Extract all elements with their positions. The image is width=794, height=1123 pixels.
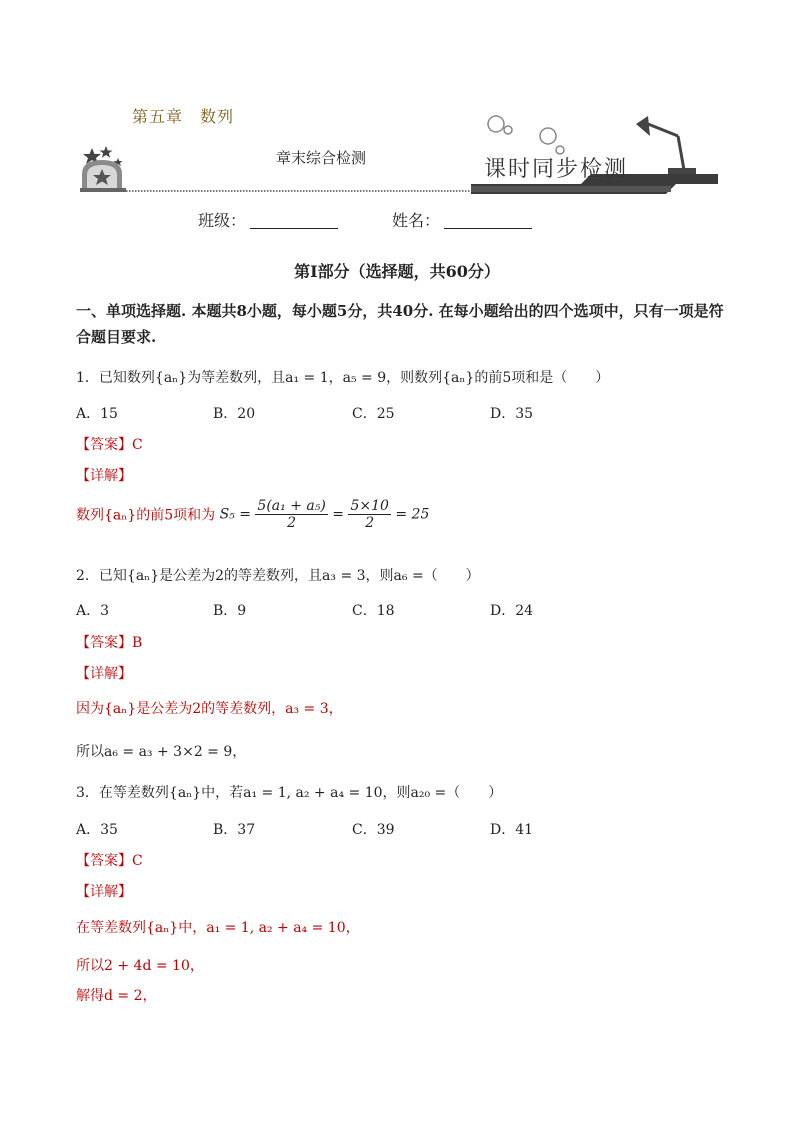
q3-solution-line-3: 解得d = 2， [76,988,157,1004]
q1-option-b: B．20 [213,406,256,422]
q3-option-b: B．37 [213,822,256,838]
q3-solution-line-2: 所以2 + 4d = 10， [76,958,204,974]
q1-solution [76,498,429,531]
q2-solution-line-2: 所以a₆ = a₃ + 3×2 = 9， [76,744,247,760]
q2-option-b: B．9 [213,603,247,619]
star-icon [100,146,113,158]
class-label: 班级： [198,211,247,230]
q1-option-a: A．15 [76,406,118,422]
q1-fraction-2 [348,498,390,531]
q1-answer-value: C [132,437,143,453]
bubble-icon [488,116,504,132]
q1-solution-result: = 25 [395,506,430,523]
q2-option-d: D．24 [490,603,534,619]
question-2-stem: 2．已知{aₙ}是公差为2的等差数列，且a₃ = 3，则a₆ =（ ） [76,568,480,584]
q1-fraction-2-num: 5×10 [350,498,389,514]
part-title: 第Ⅰ部分（选择题，共60分） [294,262,500,281]
bubble-icon [540,128,556,144]
q2-answer-value: B [132,635,143,651]
name-label: 姓名： [392,211,441,230]
brand-title: 课时同步检测 [484,157,629,182]
q1-fraction-2-den: 2 [365,515,375,531]
q3-option-a: A．35 [76,822,118,838]
chapter-title: 第五章 数列 [132,107,235,126]
name-blank [444,212,532,229]
q1-solution-eq: = [332,506,344,523]
q2-option-a: A．3 [76,603,110,619]
class-field [198,208,338,231]
q2-answer [76,632,142,652]
section-subtitle: 章末综合检测 [276,149,367,167]
q3-option-c: C．39 [352,822,395,838]
answer-label: 【答案】 [76,635,132,651]
answer-label: 【答案】 [76,853,132,869]
q2-option-c: C．18 [352,603,395,619]
q1-fraction-1 [255,498,327,531]
section-instructions: 一、单项选择题. 本题共8小题，每小题5分，共40分. 在每小题给出的四个选项中，只有一项是符合题目要求. [76,302,724,346]
q1-fraction-1-den: 2 [287,515,297,531]
bubble-icon [504,126,512,134]
desk-lamp-icon [636,116,696,174]
q1-option-d: D．35 [490,406,534,422]
q2-solution-line-1: 因为{aₙ}是公差为2的等差数列，a₃ = 3， [76,701,343,717]
answer-label: 【答案】 [76,437,132,453]
q3-solution-line-1: 在等差数列{aₙ}中，a₁ = 1, a₂ + a₄ = 10， [76,920,360,936]
q1-option-c: C．25 [352,406,395,422]
q3-answer-value: C [132,853,143,869]
q1-answer [76,434,143,454]
class-blank [250,212,338,229]
q3-option-d: D．41 [490,822,534,838]
q2-detail-label: 【详解】 [76,666,132,682]
q3-detail-label: 【详解】 [76,884,132,900]
q1-solution-s: S₅ = [219,506,251,523]
question-3-stem: 3．在等差数列{aₙ}中，若a₁ = 1, a₂ + a₄ = 10，则a₂₀ =（ ） [76,785,503,801]
name-field [392,208,532,231]
question-1-stem: 1．已知数列{aₙ}为等差数列，且a₁ = 1，a₅ = 9，则数列{aₙ}的前5项和是（ ） [76,370,610,386]
q3-answer [76,850,143,870]
q1-fraction-1-num: 5(a₁ + a₅) [257,498,326,514]
q1-detail-label: 【详解】 [76,468,132,484]
q1-solution-prefix: 数列{aₙ}的前5项和为 [76,507,216,524]
